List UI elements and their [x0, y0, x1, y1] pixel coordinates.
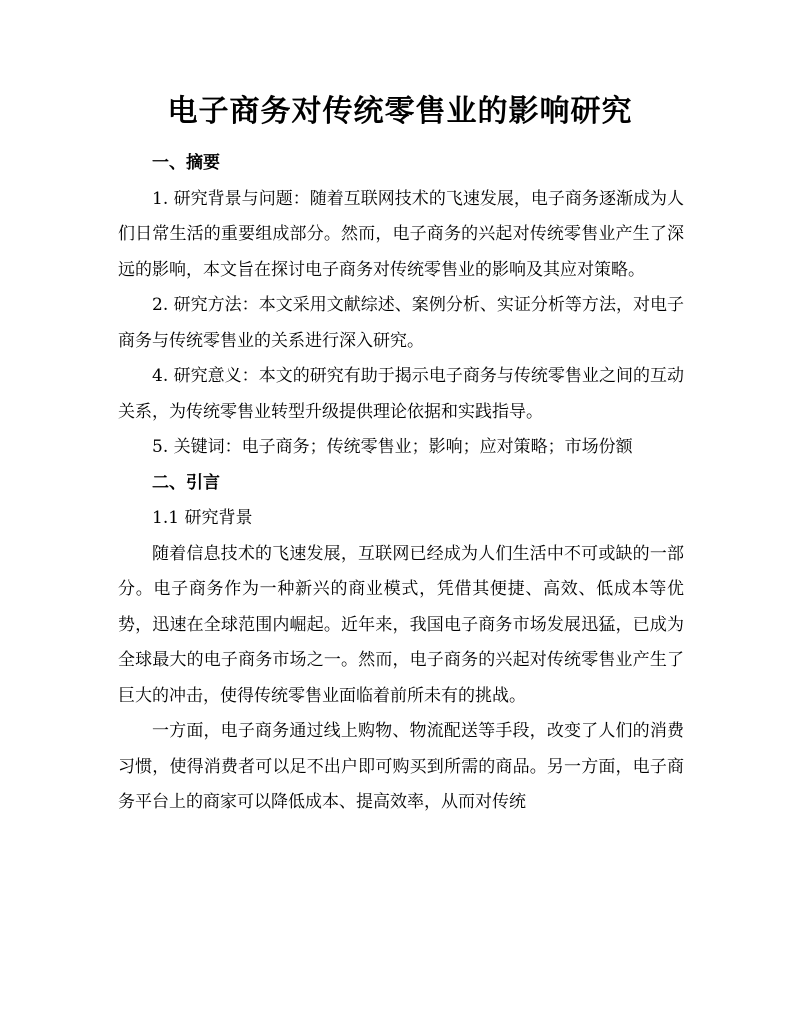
paragraph: 1. 研究背景与问题：随着互联网技术的飞速发展，电子商务逐渐成为人们日常生活的重要组成部分。然而，电子商务的兴起对传统零售业产生了深远的影响，本文旨在探讨电子商务对传统零售业的影响及其应对策略。: [118, 188, 684, 280]
document-title: 电子商务对传统零售业的影响研究: [167, 94, 633, 129]
document-body: [118, 146, 684, 821]
paragraph: 4. 研究意义：本文的研究有助于揭示电子商务与传统零售业之间的互动关系，为传统零售业转型升级提供理论依据和实践指导。: [118, 366, 684, 422]
subsection-heading: 1.1 研究背景: [152, 508, 253, 528]
paragraph: 5. 关键词：电子商务；传统零售业；影响；应对策略；市场份额: [152, 437, 633, 457]
paragraph: 一方面，电子商务通过线上购物、物流配送等手段，改变了人们的消费习惯，使得消费者可以足不出户即可购买到所需的商品。另一方面，电子商务平台上的商家可以降低成本、提高效率，从而对传统: [118, 721, 684, 812]
paragraph: 2. 研究方法：本文采用文献综述、案例分析、实证分析等方法，对电子商务与传统零售业的关系进行深入研究。: [118, 295, 684, 351]
section-heading-introduction: 二、引言: [152, 472, 220, 493]
section-heading-abstract: 一、摘要: [152, 153, 220, 173]
paragraph: 随着信息技术的飞速发展，互联网已经成为人们生活中不可或缺的一部分。电子商务作为一种新兴的商业模式，凭借其便捷、高效、低成本等优势，迅速在全球范围内崛起。近年来，我国电子商务市场发展迅猛，已成为全球最大的电子商务市场之一。然而，电子商务的兴起对传统零售业产生了巨大的冲击，使得传统零售业面临着前所未有的挑战。: [118, 543, 684, 706]
